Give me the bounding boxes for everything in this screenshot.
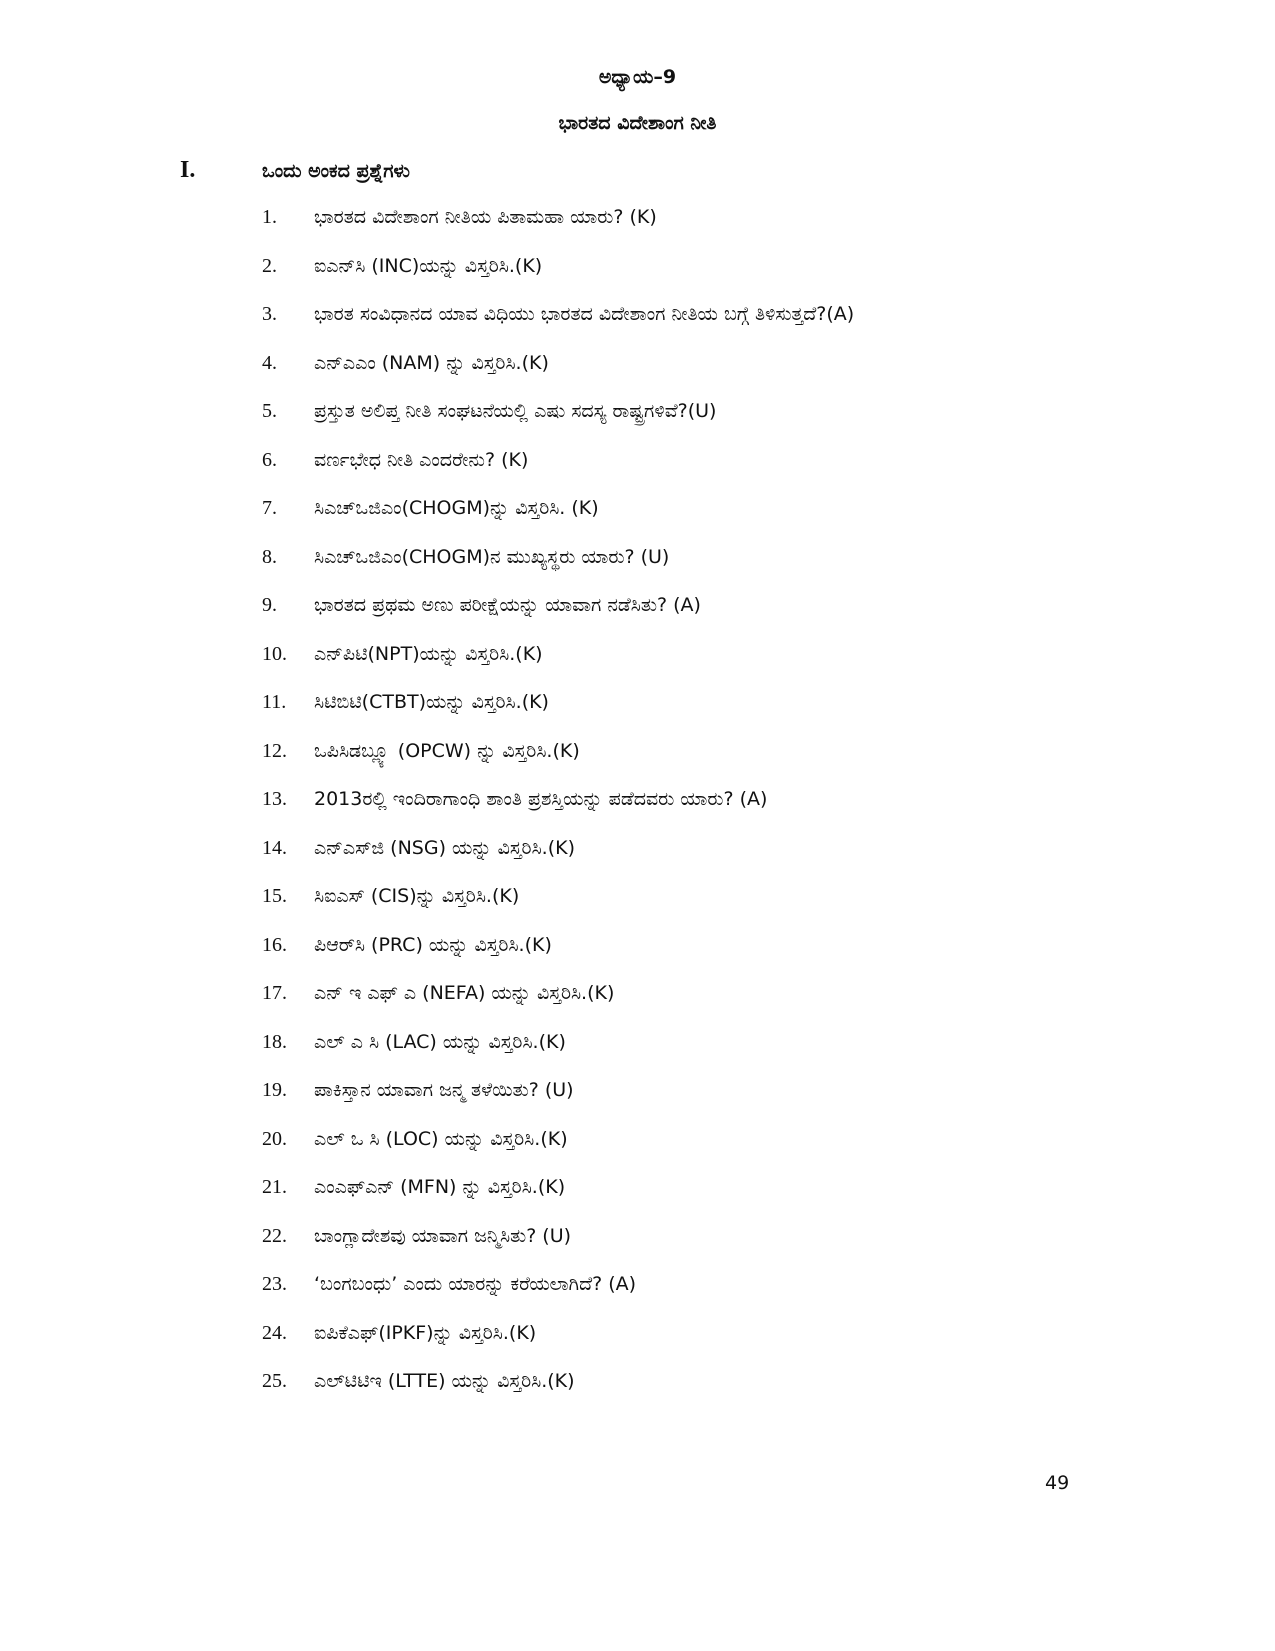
question-item bbox=[262, 982, 1142, 1031]
question-item bbox=[262, 1273, 1142, 1322]
question-text: ಸಿಎಚ್‌ಒಜಿಎಂ(CHOGM)ನ್ನು ವಿಸ್ತರಿಸಿ. (K) bbox=[314, 497, 599, 519]
question-item bbox=[262, 303, 1142, 352]
question-number: 11. bbox=[262, 691, 287, 713]
page-number: 49 bbox=[1045, 1472, 1070, 1494]
question-text: ‘ಬಂಗಬಂಧು’ ಎಂದು ಯಾರನ್ನು ಕರೆಯಲಾಗಿದೆ? (A) bbox=[314, 1273, 637, 1295]
question-item bbox=[262, 1128, 1142, 1177]
question-text: ಪಾಕಿಸ್ತಾನ ಯಾವಾಗ ಜನ್ಮ ತಳೆಯಿತು? (U) bbox=[314, 1079, 574, 1101]
question-number: 12. bbox=[262, 739, 287, 762]
question-item bbox=[262, 206, 1142, 255]
question-item bbox=[262, 934, 1142, 983]
question-number: 6. bbox=[262, 448, 277, 471]
question-item bbox=[262, 449, 1142, 498]
question-text: ಬಾಂಗ್ಲಾದೇಶವು ಯಾವಾಗ ಜನ್ಮಿಸಿತು? (U) bbox=[314, 1224, 572, 1247]
question-text: ವರ್ಣಭೇಧ ನೀತಿ ಎಂದರೇನು? (K) bbox=[314, 448, 529, 471]
question-number: 20. bbox=[262, 1127, 287, 1150]
question-number: 25. bbox=[262, 1370, 287, 1392]
question-number: 13. bbox=[262, 788, 287, 810]
question-text: ಎಲ್‌ಟಿಟಿಇ (LTTE) ಯನ್ನು ವಿಸ್ತರಿಸಿ.(K) bbox=[314, 1370, 575, 1392]
question-text: ಸಿಎಚ್‌ಒಜಿಎಂ(CHOGM)ನ ಮುಖ್ಯಸ್ಥರು ಯಾರು? (U) bbox=[314, 545, 670, 568]
question-number: 10. bbox=[262, 642, 287, 665]
question-number: 16. bbox=[262, 933, 287, 956]
question-number: 18. bbox=[262, 1030, 287, 1053]
question-text: ಒಪಿಸಿಡಬ್ಲ್ಯೂ (OPCW) ನ್ನು ವಿಸ್ತರಿಸಿ.(K) bbox=[314, 739, 580, 762]
question-item bbox=[262, 546, 1142, 595]
question-text: 2013ರಲ್ಲಿ ಇಂದಿರಾಗಾಂಧಿ ಶಾಂತಿ ಪ್ರಶಸ್ತಿಯನ್ನು ಪಡೆದವರು ಯಾರು? (A) bbox=[314, 788, 768, 810]
question-item bbox=[262, 1225, 1142, 1274]
question-number: 2. bbox=[262, 254, 277, 277]
question-text: ಎನ್‌ಪಿಟಿ(NPT)ಯನ್ನು ವಿಸ್ತರಿಸಿ.(K) bbox=[314, 642, 543, 665]
question-item bbox=[262, 1322, 1142, 1371]
question-item bbox=[262, 255, 1142, 304]
question-list bbox=[262, 206, 1142, 1419]
chapter-subtitle: ಭಾರತದ ವಿದೇಶಾಂಗ ನೀತಿ bbox=[558, 112, 717, 134]
question-number: 17. bbox=[262, 982, 287, 1004]
question-text: ಐಪಿಕೆಎಫ್(IPKF)ನ್ನು ವಿಸ್ತರಿಸಿ.(K) bbox=[314, 1321, 537, 1344]
question-text: ಎನ್ ಇ ಎಫ್ ಎ (NEFA) ಯನ್ನು ವಿಸ್ತರಿಸಿ.(K) bbox=[314, 982, 615, 1004]
question-number: 14. bbox=[262, 836, 287, 859]
question-number: 7. bbox=[262, 497, 277, 519]
question-text: ಭಾರತದ ಪ್ರಥಮ ಅಣು ಪರೀಕ್ಷೆಯನ್ನು ಯಾವಾಗ ನಡೆಸಿತು? (A) bbox=[314, 594, 701, 616]
question-text: ಎನ್‌ಎಎಂ (NAM) ನ್ನು ವಿಸ್ತರಿಸಿ.(K) bbox=[314, 351, 549, 374]
question-number: 9. bbox=[262, 594, 277, 616]
question-item bbox=[262, 352, 1142, 401]
question-item bbox=[262, 885, 1142, 934]
question-number: 5. bbox=[262, 400, 277, 422]
question-text: ಪ್ರಸ್ತುತ ಅಲಿಪ್ತ ನೀತಿ ಸಂಘಟನೆಯಲ್ಲಿ ಎಷು ಸದಸ್ಯ ರಾಷ್ಟ್ರಗಳಿವೆ?(U) bbox=[314, 400, 717, 422]
question-item bbox=[262, 788, 1142, 837]
question-text: ಪಿಆರ್‌ಸಿ (PRC) ಯನ್ನು ವಿಸ್ತರಿಸಿ.(K) bbox=[314, 933, 552, 956]
section-number: I. bbox=[180, 157, 196, 183]
question-item bbox=[262, 1370, 1142, 1419]
question-number: 24. bbox=[262, 1321, 287, 1344]
question-item bbox=[262, 837, 1142, 886]
question-text: ಸಿಐಎಸ್ (CIS)ನ್ನು ವಿಸ್ತರಿಸಿ.(K) bbox=[314, 885, 520, 907]
question-number: 4. bbox=[262, 351, 277, 374]
question-item bbox=[262, 643, 1142, 692]
chapter-title: ಅಧ್ಯಾಯ–9 bbox=[598, 66, 677, 88]
question-text: ಸಿಟಿಬಿಟಿ(CTBT)ಯನ್ನು ವಿಸ್ತರಿಸಿ.(K) bbox=[314, 691, 549, 713]
question-text: ಭಾರತದ ವಿದೇಶಾಂಗ ನೀತಿಯ ಪಿತಾಮಹಾ ಯಾರು? (K) bbox=[314, 206, 657, 228]
question-item bbox=[262, 1031, 1142, 1080]
question-number: 22. bbox=[262, 1224, 287, 1247]
question-text: ಎನ್‌ಎಸ್‌ಜಿ (NSG) ಯನ್ನು ವಿಸ್ತರಿಸಿ.(K) bbox=[314, 836, 575, 859]
question-number: 23. bbox=[262, 1273, 287, 1295]
question-item bbox=[262, 497, 1142, 546]
question-number: 8. bbox=[262, 545, 277, 568]
question-text: ಎಲ್ ಎ ಸಿ (LAC) ಯನ್ನು ವಿಸ್ತರಿಸಿ.(K) bbox=[314, 1030, 566, 1053]
question-number: 19. bbox=[262, 1079, 287, 1101]
question-item bbox=[262, 740, 1142, 789]
question-text: ಎಲ್ ಒ ಸಿ (LOC) ಯನ್ನು ವಿಸ್ತರಿಸಿ.(K) bbox=[314, 1127, 568, 1150]
question-item bbox=[262, 400, 1142, 449]
question-number: 21. bbox=[262, 1176, 287, 1198]
question-item bbox=[262, 1079, 1142, 1128]
question-number: 3. bbox=[262, 303, 277, 325]
question-number: 15. bbox=[262, 885, 287, 907]
section-heading: ಒಂದು ಅಂಕದ ಪ್ರಶ್ನೆಗಳು bbox=[262, 160, 410, 182]
question-text: ಐಎನ್‌ಸಿ (INC)ಯನ್ನು ವಿಸ್ತರಿಸಿ.(K) bbox=[314, 254, 543, 277]
question-item bbox=[262, 1176, 1142, 1225]
question-number: 1. bbox=[262, 206, 277, 228]
question-item bbox=[262, 594, 1142, 643]
question-item bbox=[262, 691, 1142, 740]
question-text: ಭಾರತ ಸಂವಿಧಾನದ ಯಾವ ವಿಧಿಯು ಭಾರತದ ವಿದೇಶಾಂಗ ನೀತಿಯ ಬಗ್ಗೆ ತಿಳಿಸುತ್ತದೆ?(A) bbox=[314, 303, 855, 325]
question-text: ಎಂಎಫ್‌ಎನ್ (MFN) ನ್ನು ವಿಸ್ತರಿಸಿ.(K) bbox=[314, 1176, 566, 1198]
